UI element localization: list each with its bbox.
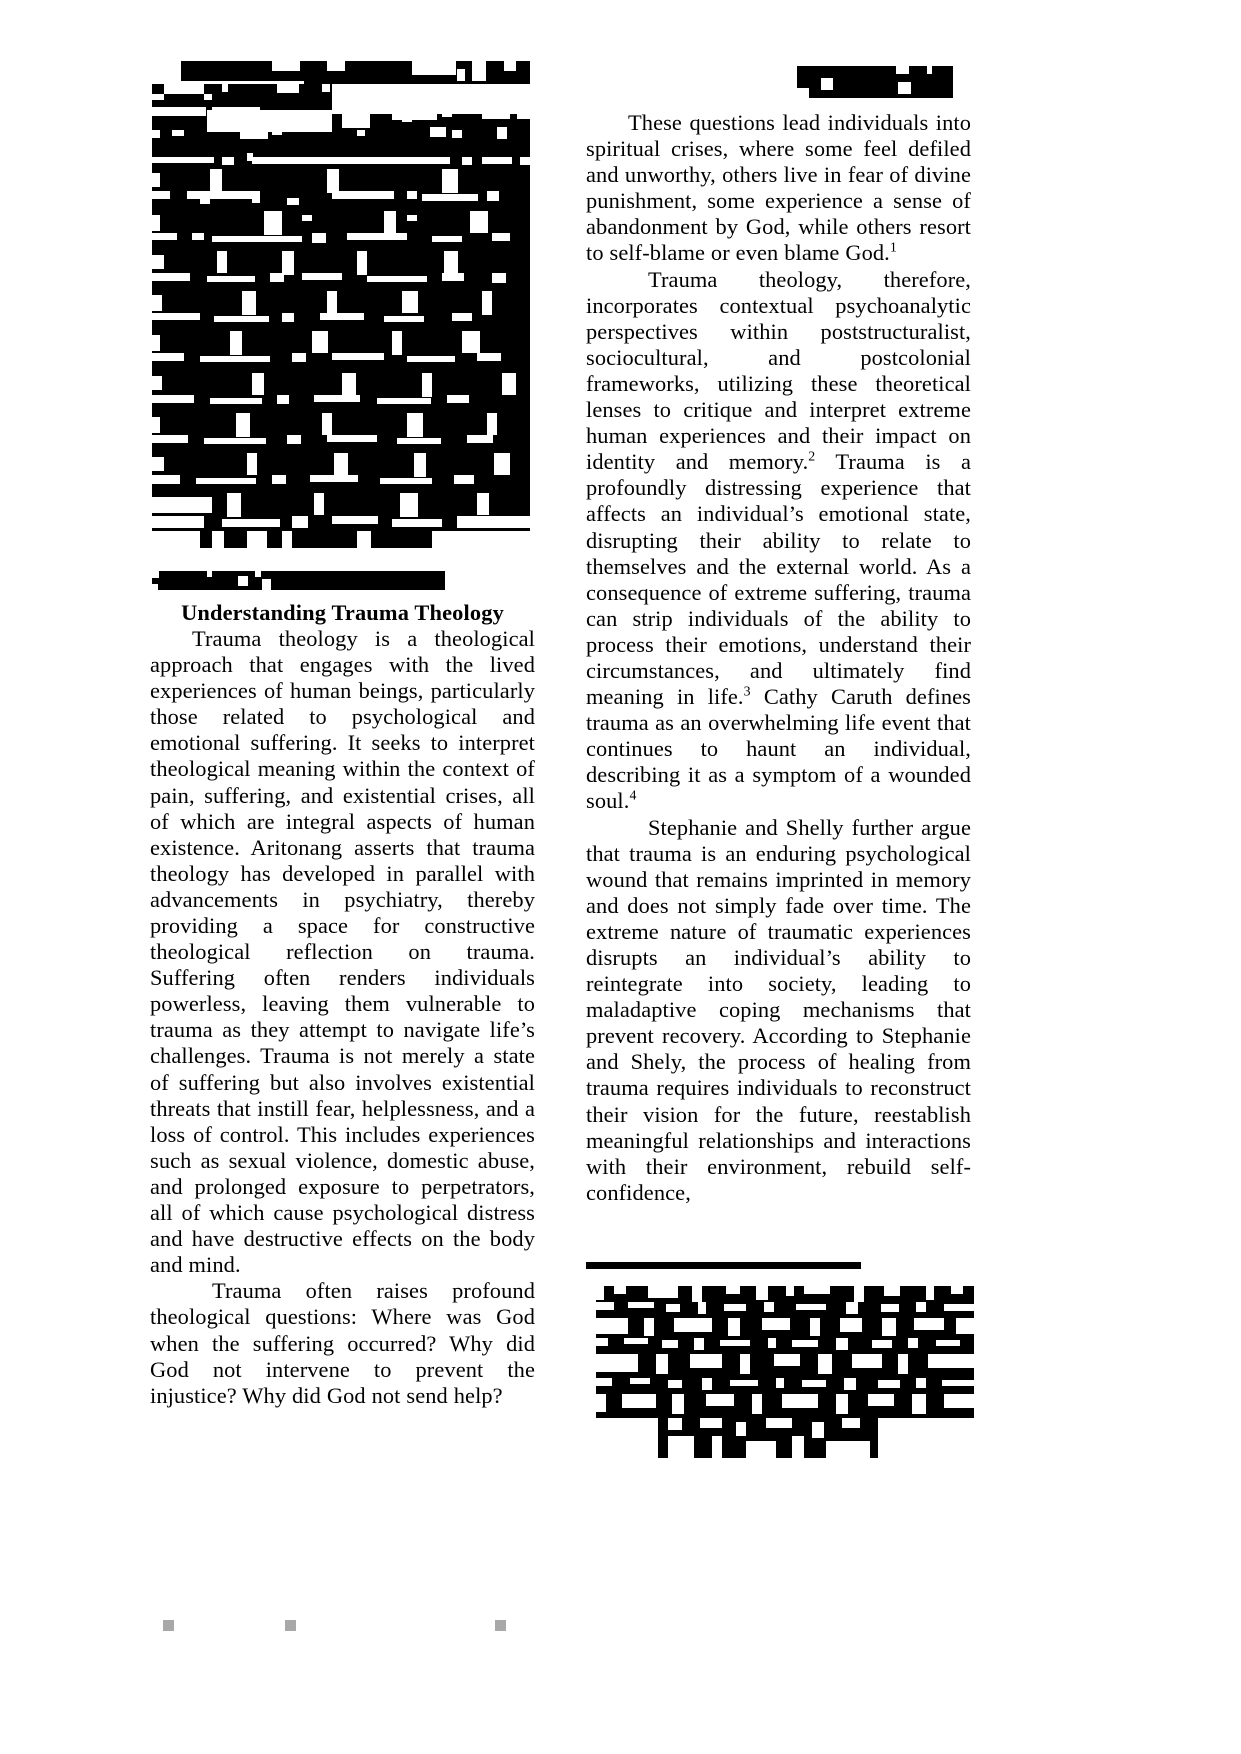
footnote-ref-3[interactable]: 3 xyxy=(743,684,751,700)
right-column-paragraph-1 xyxy=(586,110,971,267)
left-column xyxy=(150,0,535,1409)
section-heading-understanding-trauma-theology: Understanding Trauma Theology xyxy=(181,600,504,625)
anchor-marker-1 xyxy=(163,1620,174,1631)
right-column-paragraph-2 xyxy=(586,267,971,815)
left-column-paragraph-2: Trauma often raises profound theological questions: Where was God when the suffering occurred? Why did God not intervene to prevent the injustice? Why did God not send help? xyxy=(150,1278,535,1408)
right-column-paragraph-2a-text: Trauma theology, therefore, incorporates contextual psychoanalytic perspectives within poststructuralist, sociocultural, and postcolonial frameworks, utilizing these theoretical lenses to critique and interpret extreme human experiences and their impact on identity and memory. xyxy=(586,266,971,475)
footnote-ref-4[interactable]: 4 xyxy=(629,788,637,804)
right-column-paragraph-2c-text: Cathy Caruth defines trauma as an overwhelming life event that continues to haunt an individual, describing it as a symptom of a wounded soul. xyxy=(586,684,971,814)
footnote-separator-rule xyxy=(586,1262,861,1269)
left-column-paragraph-1: Trauma theology is a theological approach that engages with the lived experiences of human beings, particularly those related to psychological and emotional suffering. It seeks to interpret theological meaning within the context of pain, suffering, and existential crises, all of which are integral aspects of human existence. Aritonang asserts that trauma theology has developed in parallel with advancements in psychiatry, thereby providing a space for constructive theological reflection on trauma. Suffering often renders individuals powerless, leaving them vulnerable to trauma as they attempt to navigate life’s challenges. Trauma is not merely a state of suffering but also involves existential threats that instill fear, helplessness, and a loss of control. This includes experiences such as sexual violence, domestic abuse, and prolonged exposure to perpetrators, all of which cause psychological distress and have destructive effects on the body and mind. xyxy=(150,625,535,1278)
anchor-marker-3 xyxy=(495,1620,506,1631)
right-column-paragraph-3: Stephanie and Shelly further argue that trauma is an enduring psychological wound that remains imprinted in memory and does not simply fade over time. The extreme nature of traumatic experiences disrupts an individual’s ability to reintegrate into society, leading to maladaptive coping mechanisms that prevent recovery. According to Stephanie and Shely, the process of healing from trauma requires individuals to reconstruct their vision for the future, reestablish meaningful relationships and interactions with their environment, rebuild self-confidence, xyxy=(586,814,971,1205)
redacted-footnotes-block xyxy=(596,1286,974,1458)
footnote-ref-1[interactable]: 1 xyxy=(889,241,897,256)
footnote-ref-2[interactable]: 2 xyxy=(808,449,816,465)
right-column xyxy=(586,0,971,1206)
right-column-paragraph-2b-text: Trauma is a profoundly distressing experience that affects an individual’s emotional state, disrupting their ability to relate to themselves and the external world. As a consequence of extreme suffering, trauma can strip individuals of the ability to process their emotions, understand their circumstances, and ultimately find meaning in life. xyxy=(586,449,971,710)
anchor-marker-2 xyxy=(285,1620,296,1631)
right-column-paragraph-1-text: These questions lead individuals into spiritual crises, where some feel defiled and unworthy, others live in fear of divine punishment, some experience a sense of abandonment by God, while others resort to self-blame or even blame God. xyxy=(586,110,971,266)
